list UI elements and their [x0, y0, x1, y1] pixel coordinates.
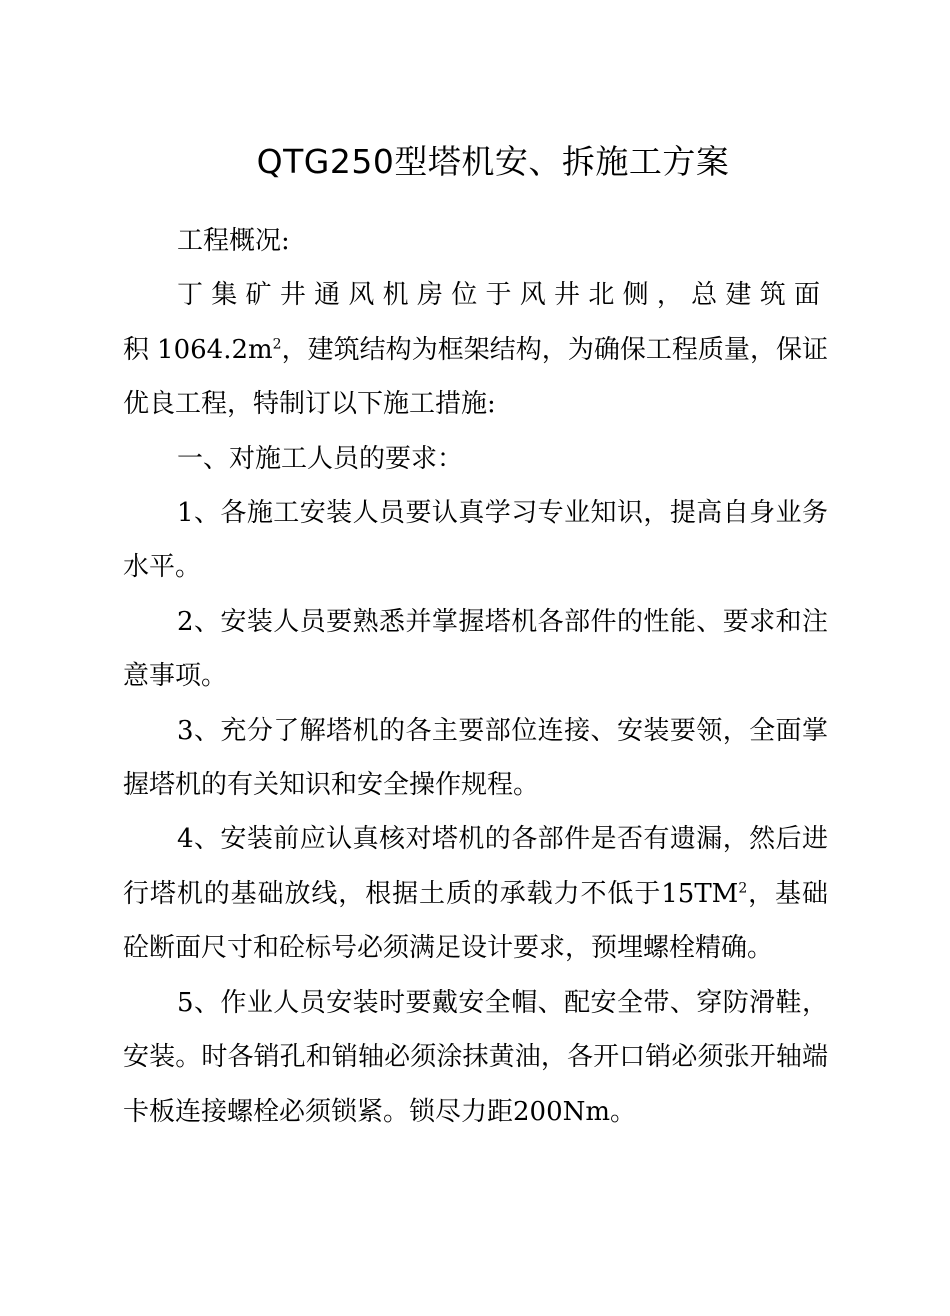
overview-paragraph	[123, 268, 828, 431]
requirements-heading: 一、对施工人员的要求：	[177, 443, 464, 474]
requirement-item-1: 1、各施工安装人员要认真学习专业知识，提高自身业务水平。	[123, 498, 828, 583]
requirement-item-2: 2、安装人员要熟悉并掌握塔机各部件的性能、要求和注意事项。	[123, 606, 828, 692]
bearing-capacity-value: 15TM	[661, 878, 739, 909]
area-value: 1064.2m	[157, 334, 273, 365]
requirement-item-3: 3、充分了解塔机的各主要部位连接、安装要领，全面掌握塔机的有关知识和安全操作规程。	[123, 715, 828, 801]
overview-heading: 工程概况:	[177, 226, 290, 256]
item-4-part-2: ，基础砼断面尺寸和砼标号必须满足设计要求，预埋螺栓精确。	[123, 878, 828, 964]
requirement-item-4	[123, 812, 828, 975]
item-4-part-1: 4、安装前应认真核对塔机的各部件是否有遗漏，然后进行塔机的基础放线，根据土质的承载力不低于	[123, 824, 828, 909]
overview-rest: ，建筑结构为框架结构，为确保工程质量，保证优良工程，特制订以下施工措施:	[123, 334, 828, 420]
overview-line-1: 丁集矿井通风机房位于风井北侧，总建筑面积	[123, 280, 828, 365]
requirement-item-5: 5、作业人员安装时要戴安全帽、配安全带、穿防滑鞋，安装。时各销孔和销轴必须涂抹黄油，各开口销必须张开轴端卡板连接螺栓必须锁紧。锁尽力距200Nm。	[123, 987, 828, 1127]
document-body	[123, 214, 828, 1139]
bearing-capacity-superscript: 2	[738, 880, 748, 897]
document-title: QTG250型塔机安、拆施工方案	[256, 142, 730, 181]
area-unit-superscript: 2	[272, 336, 282, 353]
